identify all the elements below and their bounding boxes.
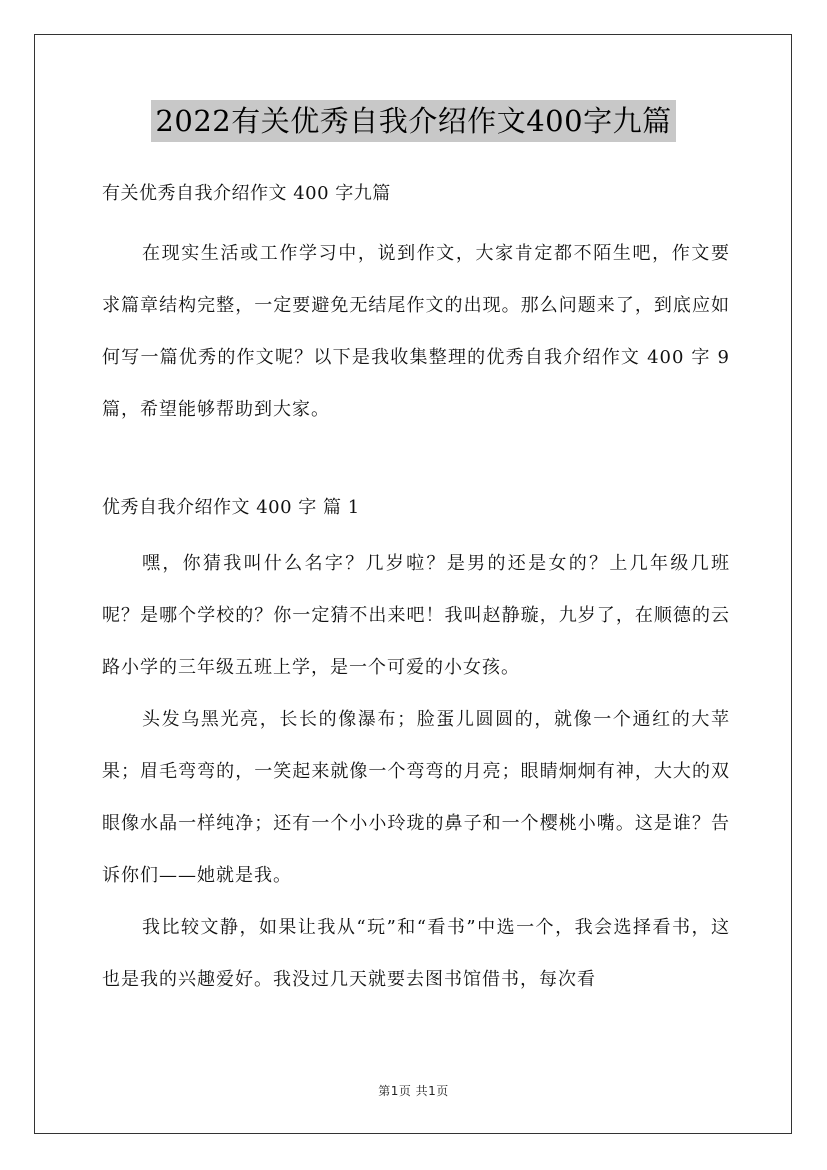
title-wrap: [0, 100, 827, 142]
body-paragraph: 头发乌黑光亮，长长的像瀑布；脸蛋儿圆圆的，就像一个通红的大苹果；眉毛弯弯的，一笑起来就像一个弯弯的月亮；眼睛炯炯有神，大大的双眼像水晶一样纯净；还有一个小小玲珑的鼻子和一个樱桃小嘴。这是谁？告诉你们——她就是我。: [102, 709, 730, 886]
document-title: 2022有关优秀自我介绍作文400字九篇: [151, 100, 675, 142]
body-paragraph: 嘿，你猜我叫什么名字？几岁啦？是男的还是女的？上几年级几班呢？是哪个学校的？你一定猜不出来吧！我叫赵静璇，九岁了，在顺德的云路小学的三年级五班上学，是一个可爱的小女孩。: [102, 553, 730, 678]
section-heading: 优秀自我介绍作文 400 字 篇 1: [102, 497, 360, 518]
page-footer: 第1页 共1页: [378, 1084, 449, 1098]
intro-paragraph: 在现实生活或工作学习中，说到作文，大家肯定都不陌生吧，作文要求篇章结构完整，一定要避免无结尾作文的出现。那么问题来了，到底应如何写一篇优秀的作文呢？以下是我收集整理的优秀自我介绍作文 400 字 9 篇，希望能够帮助到大家。: [102, 243, 730, 420]
document-subtitle: 有关优秀自我介绍作文 400 字九篇: [102, 183, 391, 204]
body-paragraph: 我比较文静，如果让我从“玩”和“看书”中选一个，我会选择看书，这也是我的兴趣爱好。我没过几天就要去图书馆借书，每次看: [102, 917, 730, 990]
document-body: [102, 174, 730, 1006]
